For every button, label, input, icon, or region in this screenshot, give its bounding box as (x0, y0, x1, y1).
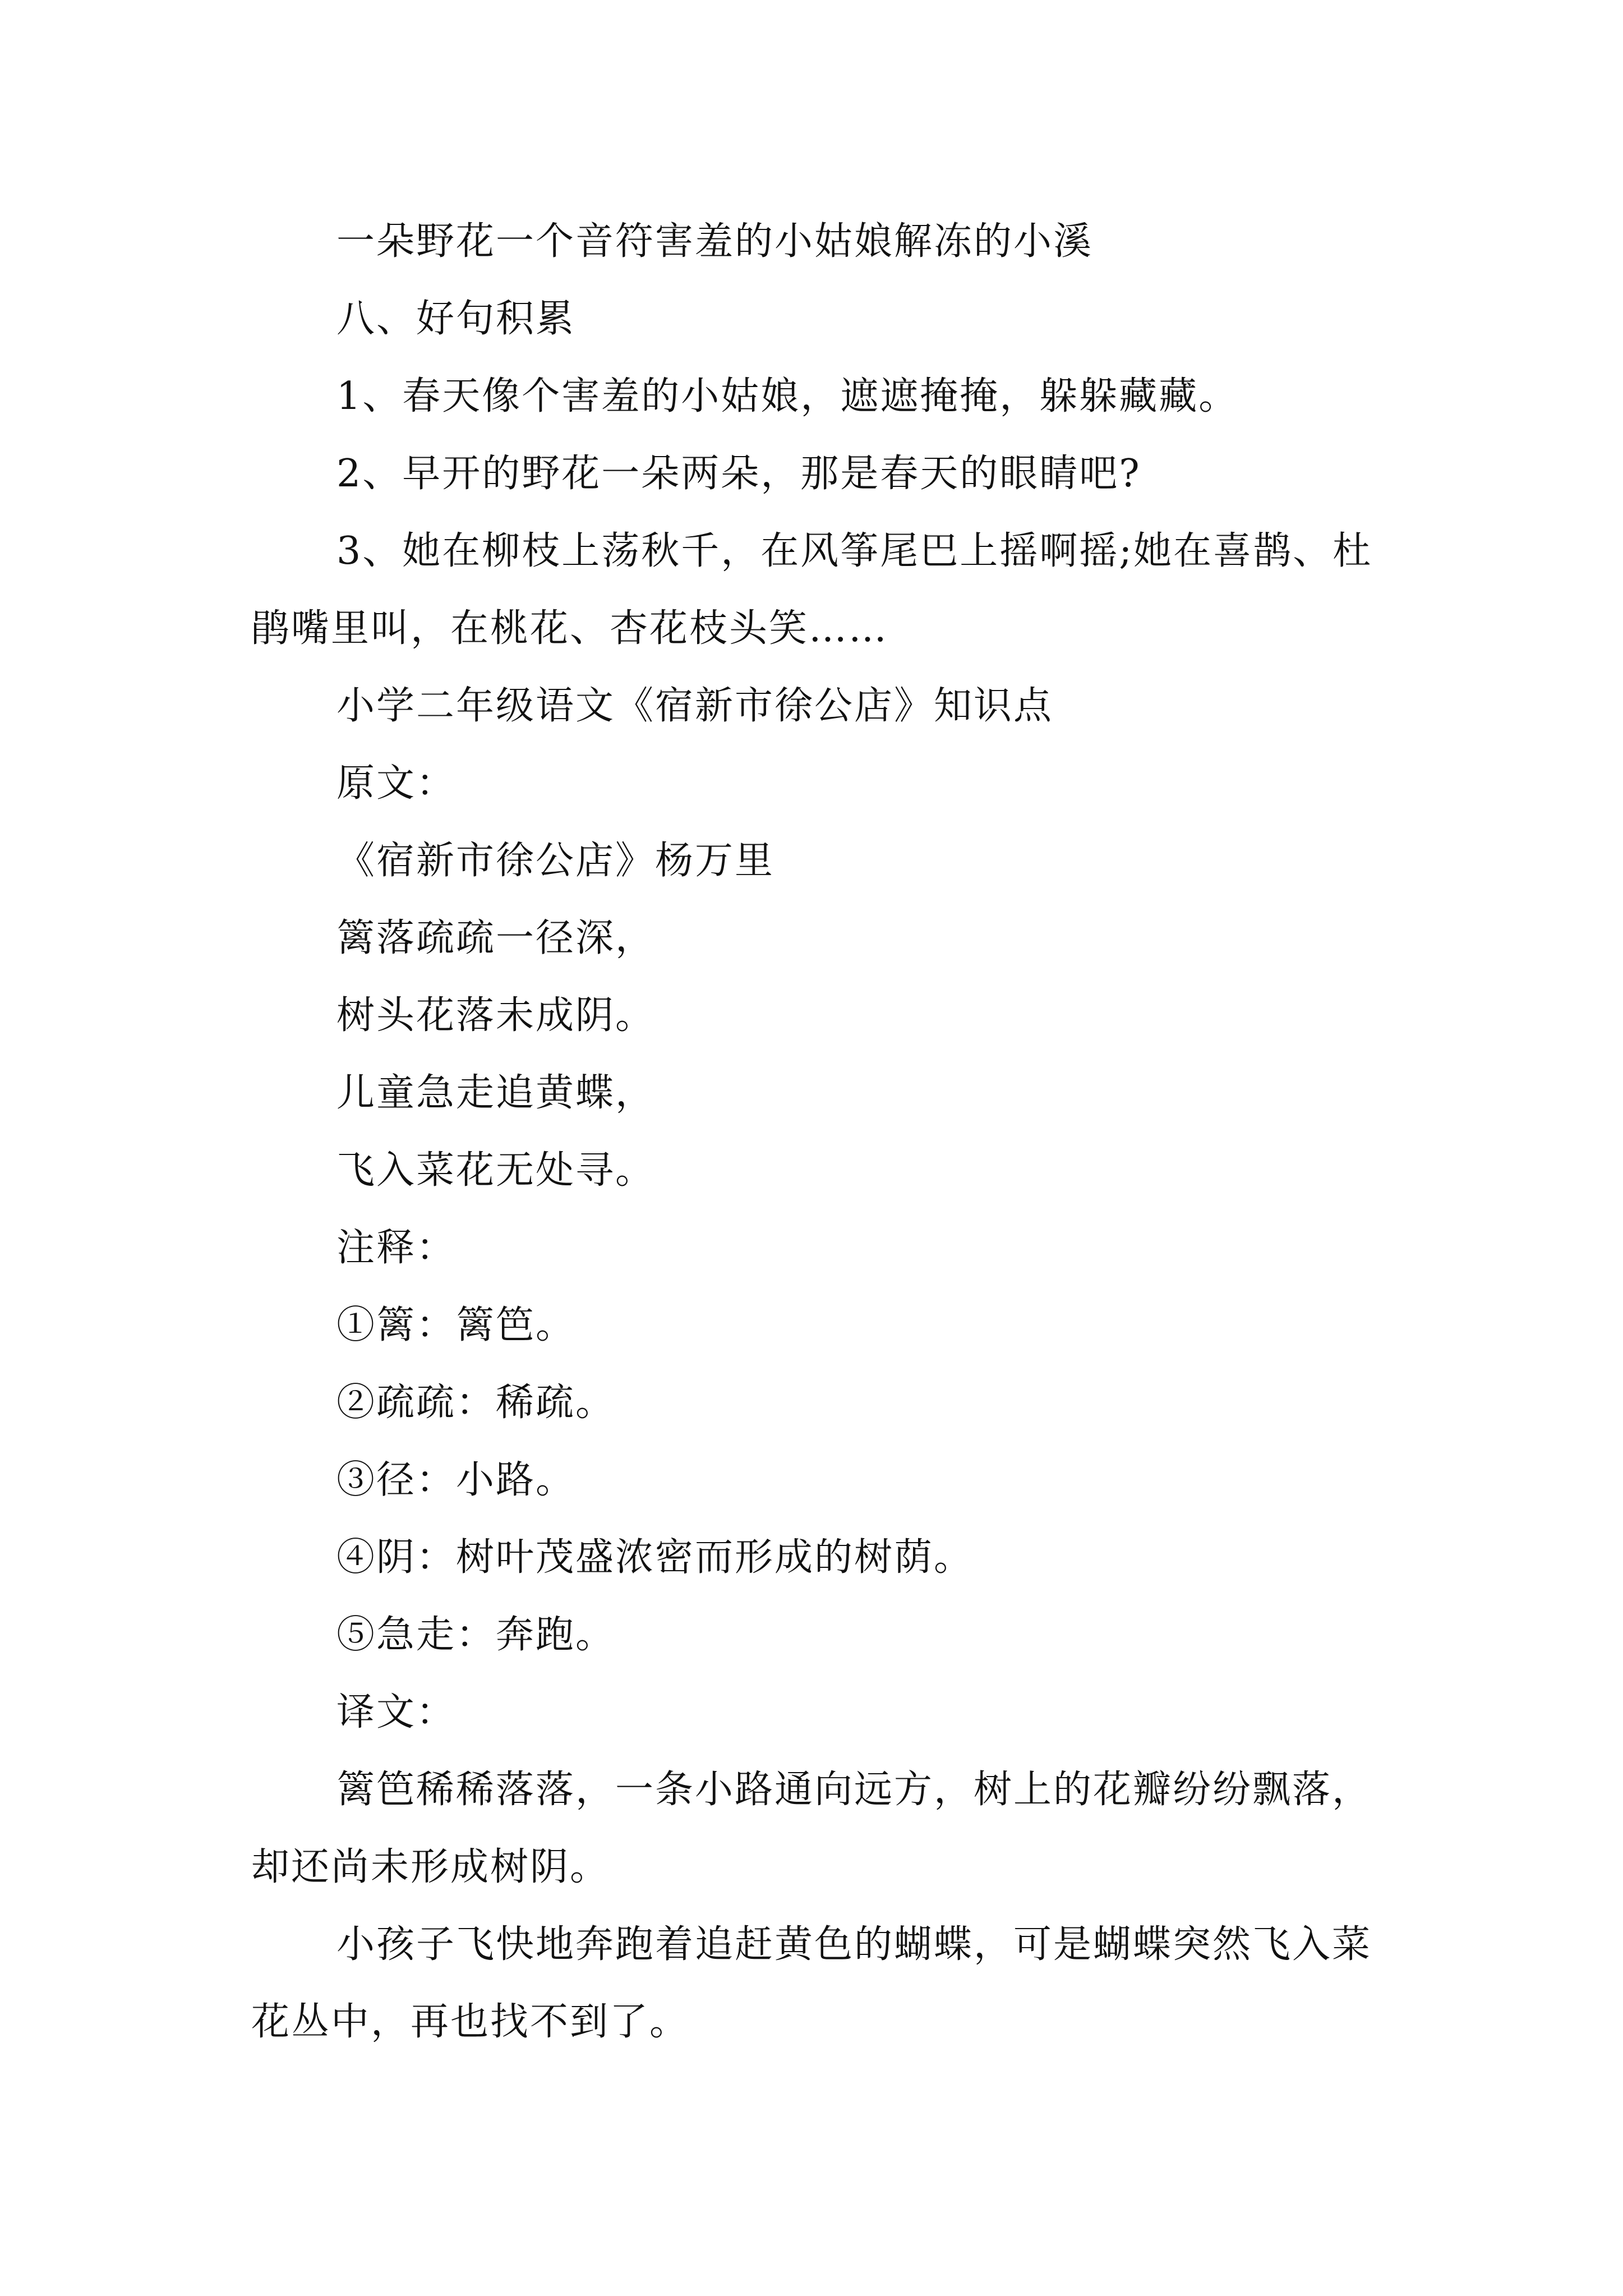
translation-paragraph-1: 篱笆稀稀落落，一条小路通向远方，树上的花瓣纷纷飘落，却还尚未形成树阴。 (251, 1768, 1372, 1889)
annotation-item-4: ④阴：树叶茂盛浓密而形成的树荫。 (336, 1535, 974, 1580)
poem-line-3: 儿童急走追黄蝶， (336, 1071, 656, 1115)
poem-line-2: 树头花落未成阴。 (336, 993, 656, 1038)
original-text-heading: 原文： (336, 761, 457, 806)
poem-line-4: 飞入菜花无处寻。 (336, 1148, 656, 1193)
annotation-item-3: ③径：小路。 (336, 1458, 576, 1502)
translation-paragraph-2: 小孩子飞快地奔跑着追赶黄色的蝴蝶，可是蝴蝶突然飞入菜花丛中，再也找不到了。 (251, 1922, 1372, 2044)
sentence-item-3: 3、她在柳枝上荡秋千，在风筝尾巴上摇啊摇;她在喜鹊、杜鹃嘴里叫，在桃花、杏花枝头笑…… (251, 529, 1373, 651)
article-title: 小学二年级语文《宿新市徐公店》知识点 (336, 684, 1054, 728)
annotation-heading: 注释： (336, 1226, 457, 1270)
paragraph-intro-phrases: 一朵野花一个音符害羞的小姑娘解冻的小溪 (336, 219, 1094, 264)
poem-line-1: 篱落疏疏一径深， (336, 916, 656, 960)
sentence-item-1: 1、春天像个害羞的小姑娘，遮遮掩掩，躲躲藏藏。 (336, 374, 1239, 418)
sentence-item-2: 2、早开的野花一朵两朵，那是春天的眼睛吧? (336, 452, 1141, 496)
translation-heading: 译文： (336, 1690, 457, 1734)
annotation-item-5: ⑤急走：奔跑。 (336, 1613, 616, 1657)
document-body (251, 203, 1384, 2061)
annotation-item-2: ②疏疏：稀疏。 (336, 1381, 616, 1425)
annotation-item-1: ①篱：篱笆。 (336, 1303, 576, 1347)
section-heading-good-sentences: 八、好句积累 (336, 297, 576, 341)
poem-title: 《宿新市徐公店》杨万里 (336, 839, 775, 883)
